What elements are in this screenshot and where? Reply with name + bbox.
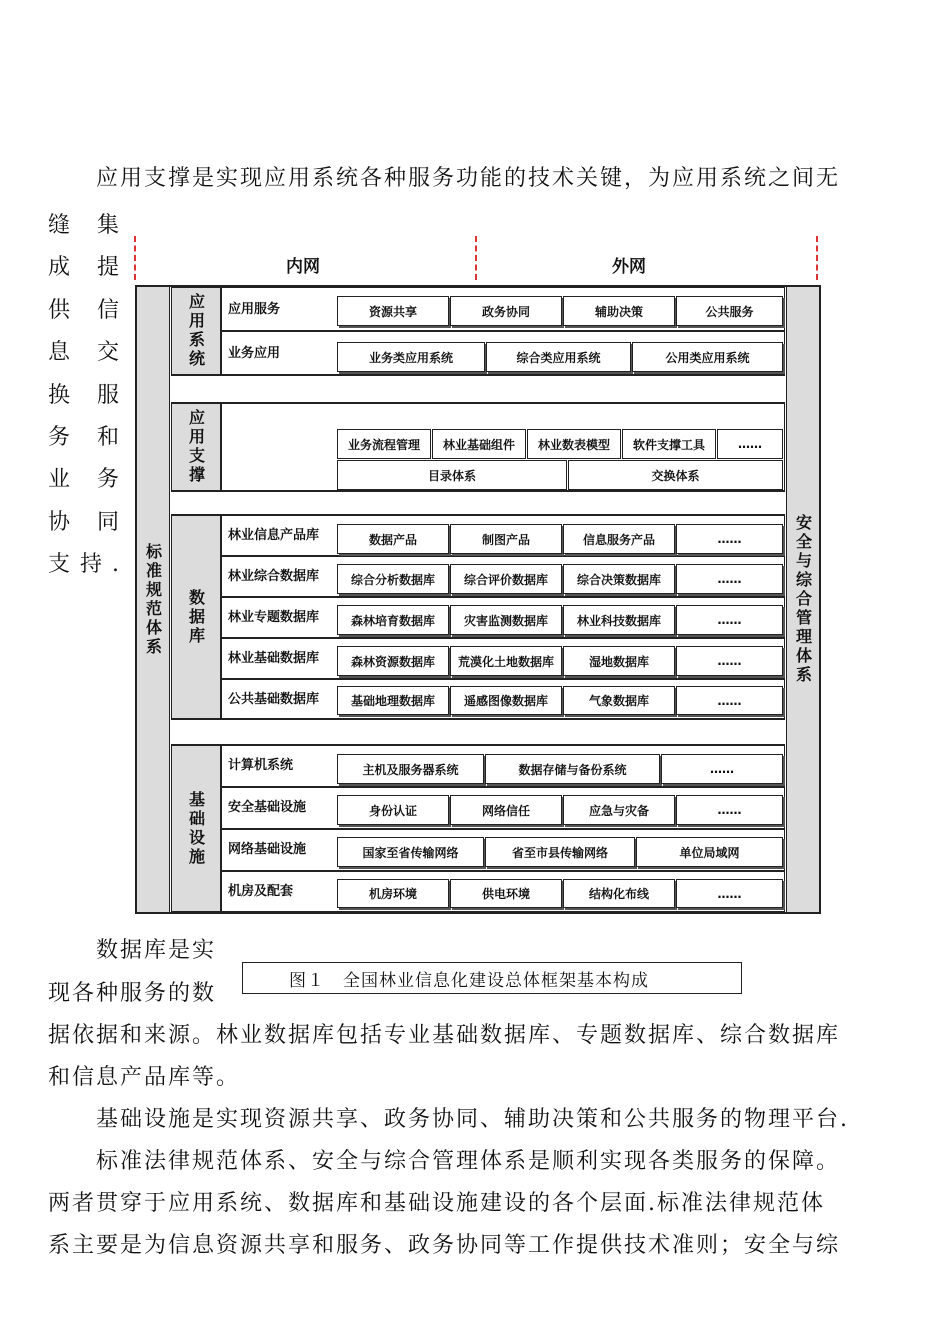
paragraph-2-line-3: 据依据和来源。林业数据库包括专业基础数据库、专题数据库、综合数据库 [48, 1023, 841, 1048]
cell: 林业科技数据库 [563, 605, 675, 635]
vertical-line: 换 服 [48, 382, 129, 408]
dashed-divider [816, 236, 818, 280]
cell: 公共服务 [676, 296, 783, 326]
cell: 森林培育数据库 [337, 605, 449, 635]
cell: 单位局域网 [636, 837, 783, 867]
infra-row [221, 829, 785, 871]
standards-pillar [137, 287, 170, 912]
inner-net-label: 内网 [286, 257, 320, 277]
vertical-line: 业 务 [48, 467, 129, 493]
cell: 制图产品 [450, 524, 562, 554]
app-support-label-box [171, 403, 221, 491]
row-label: 应用服务 [228, 302, 281, 317]
row-label: 林业信息产品库 [228, 528, 320, 543]
cell: 森林资源数据库 [337, 646, 449, 676]
db-row [221, 679, 785, 719]
cell: 应急与灾备 [563, 795, 675, 825]
cell: 遥感图像数据库 [450, 686, 562, 715]
cell: …… [676, 646, 783, 676]
cell: 软件支撑工具 [622, 429, 716, 459]
cell: 辅助决策 [563, 296, 675, 326]
cell: 身份认证 [337, 795, 449, 825]
cell: …… [676, 686, 783, 715]
security-pillar [786, 287, 819, 912]
layer-gap [171, 491, 785, 515]
security-pillar-label: 安全与综合管理体系 [793, 514, 813, 685]
cell: 数据产品 [337, 524, 449, 554]
cell: 主机及服务器系统 [337, 754, 484, 784]
cell: 目录体系 [337, 460, 567, 490]
row-label: 机房及配套 [228, 884, 294, 899]
vertical-line: 支持. [48, 552, 129, 578]
cell: 公用类应用系统 [632, 342, 783, 372]
cell: 供电环境 [450, 879, 562, 908]
vertical-line: 供 信 [48, 297, 129, 323]
cell: 政务协同 [450, 296, 562, 326]
cell: 基础地理数据库 [337, 686, 449, 715]
row-label: 林业综合数据库 [228, 569, 320, 584]
infra-row [221, 745, 785, 787]
outer-net-label: 外网 [612, 257, 646, 277]
app-system-label: 应用系统 [186, 293, 206, 369]
cell: 林业数表模型 [527, 429, 621, 459]
row-label: 业务应用 [228, 346, 281, 361]
paragraph-2-line-2: 现各种服务的数 [48, 981, 217, 1006]
cell: …… [676, 795, 783, 825]
business-app-row [221, 331, 785, 375]
paragraph-3: 基础设施是实现资源共享、政务协同、辅助决策和公共服务的物理平台. [96, 1107, 849, 1132]
cell: 综合评价数据库 [450, 564, 562, 594]
cell: 湿地数据库 [563, 646, 675, 676]
dashed-divider [475, 236, 477, 280]
cell: 国家至省传输网络 [337, 837, 484, 867]
vertical-line: 息 交 [48, 340, 129, 366]
cell: 交换体系 [568, 460, 783, 490]
database-label: 数据库 [186, 588, 206, 646]
database-label-box [171, 515, 221, 719]
vertical-line: 缝 集 [48, 213, 129, 238]
cell: 荒漠化土地数据库 [450, 646, 562, 676]
cell: 省至市县传输网络 [485, 837, 635, 867]
framework-diagram [120, 230, 830, 925]
db-row [221, 597, 785, 638]
paragraph-1-vertical-column [48, 205, 129, 587]
paragraph-4-line-3: 系主要是为信息资源共享和服务、政务协同等工作提供技术准则；安全与综 [48, 1233, 841, 1258]
cell: 资源共享 [337, 296, 449, 326]
cell: 业务流程管理 [337, 429, 431, 459]
cell: …… [676, 879, 783, 908]
cell: …… [717, 429, 783, 459]
app-support-layer [221, 403, 785, 491]
cell: …… [661, 754, 783, 784]
row-label: 安全基础设施 [228, 800, 307, 815]
cell: …… [676, 564, 783, 594]
dashed-divider [134, 236, 136, 280]
paragraph-1-line-1: 应用支撑是实现应用系统各种服务功能的技术关键，为应用系统之间无 [96, 166, 841, 191]
cell: 林业基础组件 [432, 429, 526, 459]
cell: 网络信任 [450, 795, 562, 825]
paragraph-4-line-2: 两者贯穿于应用系统、数据库和基础设施建设的各个层面.标准法律规范体 [48, 1191, 825, 1216]
row-label: 公共基础数据库 [228, 692, 320, 707]
cell: 数据存储与备份系统 [485, 754, 660, 784]
vertical-line: 成 提 [48, 255, 129, 281]
cell: 气象数据库 [563, 686, 675, 715]
infra-row [221, 787, 785, 829]
cell: 结构化布线 [563, 879, 675, 908]
layer-gap [171, 375, 785, 403]
row-label: 网络基础设施 [228, 842, 307, 857]
infrastructure-label-box [171, 745, 221, 912]
app-system-label-box [171, 287, 221, 375]
cell: 机房环境 [337, 879, 449, 908]
paragraph-4-line-1: 标准法律规范体系、安全与综合管理体系是顺利实现各类服务的保障。 [96, 1149, 841, 1174]
cell: 综合类应用系统 [486, 342, 631, 372]
cell: 综合决策数据库 [563, 564, 675, 594]
standards-pillar-label: 标准规范体系 [143, 542, 163, 657]
paragraph-2-line-4: 和信息产品库等。 [48, 1065, 241, 1090]
infra-row [221, 871, 785, 912]
row-label: 林业专题数据库 [228, 610, 320, 625]
cell: …… [676, 524, 783, 554]
diagram-frame [135, 285, 821, 914]
figure-caption: 图１ 全国林业信息化建设总体框架基本构成 [242, 962, 742, 994]
layer-gap [171, 719, 785, 745]
infrastructure-label: 基础设施 [186, 790, 206, 867]
cell: 综合分析数据库 [337, 564, 449, 594]
cell: …… [676, 605, 783, 635]
app-service-row [221, 287, 785, 331]
db-row [221, 515, 785, 556]
row-label: 计算机系统 [228, 758, 294, 773]
vertical-line: 务 和 [48, 425, 129, 451]
paragraph-2-line-1: 数据库是实 [96, 938, 217, 963]
row-label: 林业基础数据库 [228, 651, 320, 666]
cell: 灾害监测数据库 [450, 605, 562, 635]
vertical-line: 协 同 [48, 509, 129, 535]
app-support-label: 应用支撑 [186, 409, 206, 485]
cell: 信息服务产品 [563, 524, 675, 554]
db-row [221, 638, 785, 679]
db-row [221, 556, 785, 597]
cell: 业务类应用系统 [337, 342, 485, 372]
